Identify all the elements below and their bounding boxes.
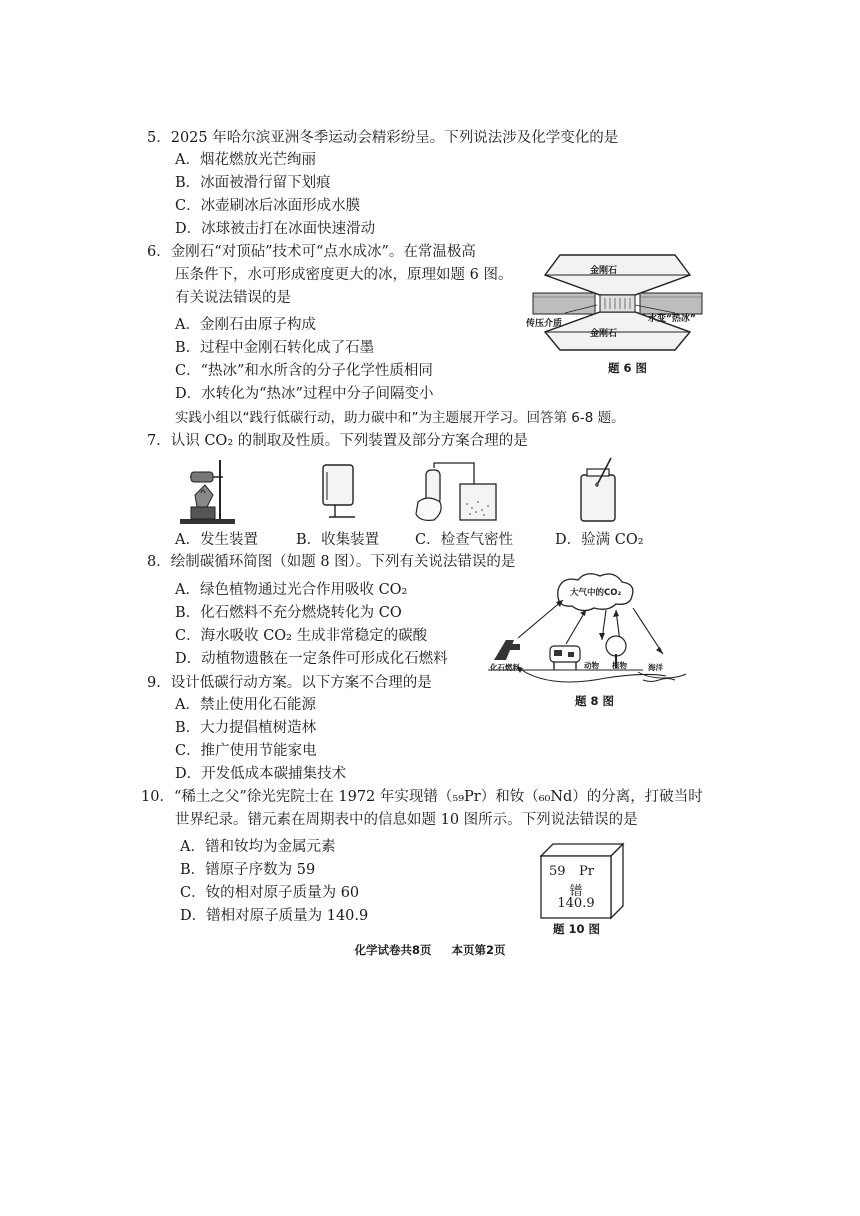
footer-page-number: 本页第2页 xyxy=(451,943,506,957)
question-6-stem-line3: 有关说法错误的是 xyxy=(175,290,291,306)
question-7-stem: 7．认识 CO₂ 的制取及性质。下列装置及部分方案合理的是 xyxy=(147,433,528,449)
question-7-option-d: D．验满 CO₂ xyxy=(555,532,644,548)
question-7-option-c: C．检查气密性 xyxy=(415,532,514,548)
question-8-option-d: D．动植物遗骸在一定条件可形成化石燃料 xyxy=(175,651,448,667)
question-9-stem: 9．设计低碳行动方案。以下方案不合理的是 xyxy=(147,675,432,691)
apparatus-a-generator-icon xyxy=(175,455,240,527)
question-10-option-a: A．镨和钕均为金属元素 xyxy=(180,839,336,855)
question-9-option-c: C．推广使用节能家电 xyxy=(175,743,317,759)
question-5-option-a: A．烟花燃放光芒绚丽 xyxy=(175,152,316,168)
question-6-stem-line1: 6．金刚石“对顶砧”技术可“点水成冰”。在常温极高 xyxy=(147,244,476,260)
question-10-option-d: D．镨相对原子质量为 140.9 xyxy=(180,908,369,924)
figure-10-mass: 140.9 xyxy=(557,896,595,911)
figure-8-cloud-label: 大气中的CO₂ xyxy=(570,588,622,598)
figure-8-ocean-label: 海洋 xyxy=(648,663,663,672)
figure-6-left-label: 传压介质 xyxy=(526,319,563,329)
figure-6-diamond-anvil xyxy=(525,250,715,355)
question-5-option-b: B．冰面被滑行留下划痕 xyxy=(175,175,331,191)
question-9-option-a: A．禁止使用化石能源 xyxy=(175,697,316,713)
figure-10-name: 镨 xyxy=(569,884,583,899)
question-9-option-d: D．开发低成本碳捕集技术 xyxy=(175,766,347,782)
question-6-option-b: B．过程中金刚石转化成了石墨 xyxy=(175,340,375,356)
figure-8-plant-label: 植物 xyxy=(612,661,627,670)
figure-10-symbol: Pr xyxy=(579,864,594,879)
question-7-option-a: A．发生装置 xyxy=(175,532,258,548)
apparatus-b-collector-icon xyxy=(315,462,360,522)
atomic-number-value: 59 xyxy=(549,864,566,879)
question-8-option-a: A．绿色植物通过光合作用吸收 CO₂ xyxy=(175,582,408,598)
intro-6-8: 实践小组以“践行低碳行动，助力碳中和”为主题展开学习。回答第 6-8 题。 xyxy=(175,410,625,426)
question-8-option-b: B．化石燃料不充分燃烧转化为 CO xyxy=(175,605,402,621)
figure-10-caption: 题 10 图 xyxy=(553,922,601,936)
figure-8-carbon-cycle xyxy=(488,570,698,690)
apparatus-c-airtightness-icon xyxy=(412,460,507,525)
question-10-stem-line1: 10．“稀土之父”徐光宪院士在 1972 年实现镨（₅₉Pr）和钕（₆₀Nd）的分离，打破当时 xyxy=(141,789,703,805)
question-9-option-b: B．大力提倡植树造林 xyxy=(175,720,317,736)
figure-6-bottom-label: 金刚石 xyxy=(590,329,618,339)
page-footer xyxy=(0,942,860,958)
figure-8-fossil-label: 化石燃料 xyxy=(490,663,520,672)
question-6-option-a: A．金刚石由原子构成 xyxy=(175,317,316,333)
question-6-option-c: C．“热冰”和水所含的分子化学性质相同 xyxy=(175,363,433,379)
footer-total-pages: 化学试卷共8页 xyxy=(354,943,432,957)
apparatus-d-fullcheck-icon xyxy=(573,455,623,525)
question-6-option-d: D．水转化为“热冰”过程中分子间隔变小 xyxy=(175,386,434,402)
question-8-stem: 8．绘制碳循环简图（如题 8 图）。下列有关说法错误的是 xyxy=(147,554,516,570)
question-10-option-c: C．钕的相对原子质量为 60 xyxy=(180,885,360,901)
question-8-option-c: C．海水吸收 CO₂ 生成非常稳定的碳酸 xyxy=(175,628,428,644)
figure-8-animal-label: 动物 xyxy=(584,661,599,670)
figure-6-right-label: 水变“热冰” xyxy=(648,314,696,324)
figure-6-caption: 题 6 图 xyxy=(608,361,648,375)
question-6-stem-line2: 压条件下，水可形成密度更大的冰，原理如题 6 图。 xyxy=(175,267,513,283)
question-5-option-d: D．冰球被击打在冰面快速滑动 xyxy=(175,221,376,237)
question-5-stem: 5．2025 年哈尔滨亚洲冬季运动会精彩纷呈。下列说法涉及化学变化的是 xyxy=(147,130,619,146)
figure-6-top-label: 金刚石 xyxy=(590,266,618,276)
figure-8-caption: 题 8 图 xyxy=(575,694,615,708)
question-7-option-b: B．收集装置 xyxy=(296,532,380,548)
question-5-option-c: C．冰壶刷冰后冰面形成水膜 xyxy=(175,198,361,214)
question-10-stem-line2: 世界纪录。镨元素在周期表中的信息如题 10 图所示。下列说法错误的是 xyxy=(175,812,638,828)
question-10-option-b: B．镨原子序数为 59 xyxy=(180,862,316,878)
